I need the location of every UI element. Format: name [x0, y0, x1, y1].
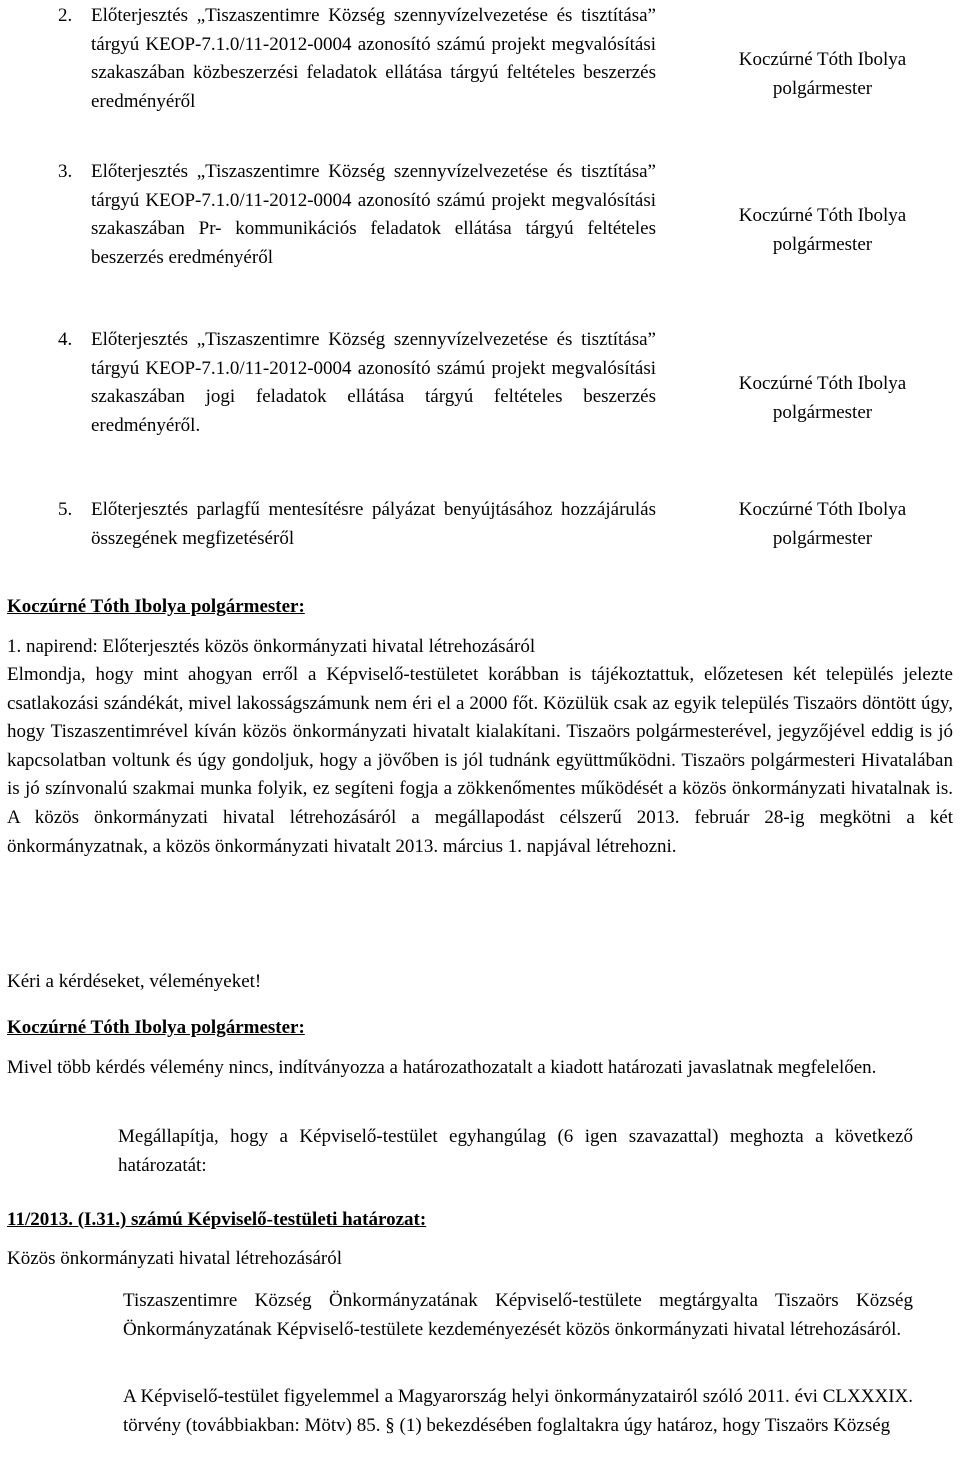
speech-paragraph: Elmondja, hogy mint ahogyan erről a Képviselő-testületet korábban is tájékoztattuk, előzetesen két település jelezte csatlakozási szándékát, mivel lakosságszámunk nem éri el a 2000 főt. Közülük csak az egyik település Tiszaörs döntött úgy, hogy Tiszaszentimrével kíván közös önkormányzati hivatalt kialakítani. Tiszaörs polgármesterével, jegyzőjével eddig is jó kapcsolatban voltunk és úgy gondoljuk, hogy a jövőben is jól tudnánk együttműködni. Tiszaörs polgármesteri Hivatalában is jó színvonalú szakmai munka folyik, ez segíteni fogja a zökkenőmentes működését a közös önkormányzati hivatalnak is. A közös önkormányzati hivatal létrehozásáról a megállapodást célszerű 2013. február 28-ig megkötni a két önkormányzatnak, a közös önkormányzati hivatalt 2013. március 1. napjával létrehozni. — [7, 664, 953, 857]
presenter-name: Koczúrné Tóth Ibolya — [738, 205, 907, 226]
agenda-item-number: 5. — [58, 499, 73, 520]
presenter-name: Koczúrné Tóth Ibolya — [738, 373, 907, 394]
agenda-item-number: 3. — [58, 161, 73, 182]
vote-statement: Megállapítja, hogy a Képviselő-testület egyhangúlag (6 igen szavazattal) meghozta a következő határozatát: — [118, 1126, 913, 1176]
agenda-item-text: Előterjesztés „Tiszaszentimre Község szennyvízelvezetése és tisztítása” tárgyú KEOP-7.1.0/11-2012-0004 azonosító számú projekt megvalósítási szakaszában jogi feladatok ellátása tárgyú feltételes beszerzés eredményéről. — [91, 329, 656, 436]
resolution-paragraph: Tiszaszentimre Község Önkormányzatának Képviselő-testülete megtárgyalta Tiszaörs Község Önkormányzatának Képviselő-testülete kezdeményezését közös önkormányzati hivatal létrehozásáról. — [123, 1290, 913, 1340]
speaker-heading: Koczúrné Tóth Ibolya polgármester: — [7, 596, 305, 617]
presenter-name: Koczúrné Tóth Ibolya — [738, 499, 907, 520]
agenda-item-number: 4. — [58, 329, 73, 350]
agenda-item-presenter — [690, 370, 955, 427]
agenda-item-presenter — [690, 202, 955, 259]
agenda-item-text: Előterjesztés „Tiszaszentimre Község szennyvízelvezetése és tisztítása” tárgyú KEOP-7.1.0/11-2012-0004 azonosító számú projekt megvalósítási szakaszában Pr- kommunikációs feladatok ellátása tárgyú feltételes beszerzés eredményéről — [91, 161, 656, 268]
presenter-role: polgármester — [772, 527, 873, 549]
resolution-subject: Közös önkormányzati hivatal létrehozásáról — [7, 1248, 343, 1269]
presenter-role: polgármester — [772, 77, 873, 99]
presenter-role: polgármester — [772, 401, 873, 423]
agenda-item-presenter — [690, 496, 955, 553]
resolution-title: 11/2013. (I.31.) számú Képviselő-testületi határozat: — [7, 1209, 427, 1230]
agenda-item-text: Előterjesztés „Tiszaszentimre Község szennyvízelvezetése és tisztítása” tárgyú KEOP-7.1.0/11-2012-0004 azonosító számú projekt megvalósítási szakaszában közbeszerzési feladatok ellátása tárgyú feltételes beszerzés eredményéről — [91, 5, 656, 112]
speech-paragraph: Mivel több kérdés vélemény nincs, indítványozza a határozathozatalt a kiadott határozati javaslatnak megfelelően. — [7, 1057, 877, 1078]
request-line: Kéri a kérdéseket, véleményeket! — [7, 971, 262, 992]
agenda-topic-line: 1. napirend: Előterjesztés közös önkormányzati hivatal létrehozásáról — [7, 636, 536, 657]
agenda-item-text: Előterjesztés parlagfű mentesítésre pályázat benyújtásához hozzájárulás összegének megfizetéséről — [91, 499, 656, 549]
presenter-name: Koczúrné Tóth Ibolya — [738, 49, 907, 70]
agenda-item-presenter — [690, 46, 955, 103]
resolution-paragraph: A Képviselő-testület figyelemmel a Magyarország helyi önkormányzatairól szóló 2011. évi CLXXXIX. törvény (továbbiakban: Mötv) 85. § (1) bekezdésében foglaltakra úgy határoz, hogy Tiszaörs Község — [123, 1386, 913, 1436]
presenter-role: polgármester — [772, 233, 873, 255]
agenda-item-number: 2. — [58, 5, 73, 26]
speaker-heading: Koczúrné Tóth Ibolya polgármester: — [7, 1017, 305, 1038]
